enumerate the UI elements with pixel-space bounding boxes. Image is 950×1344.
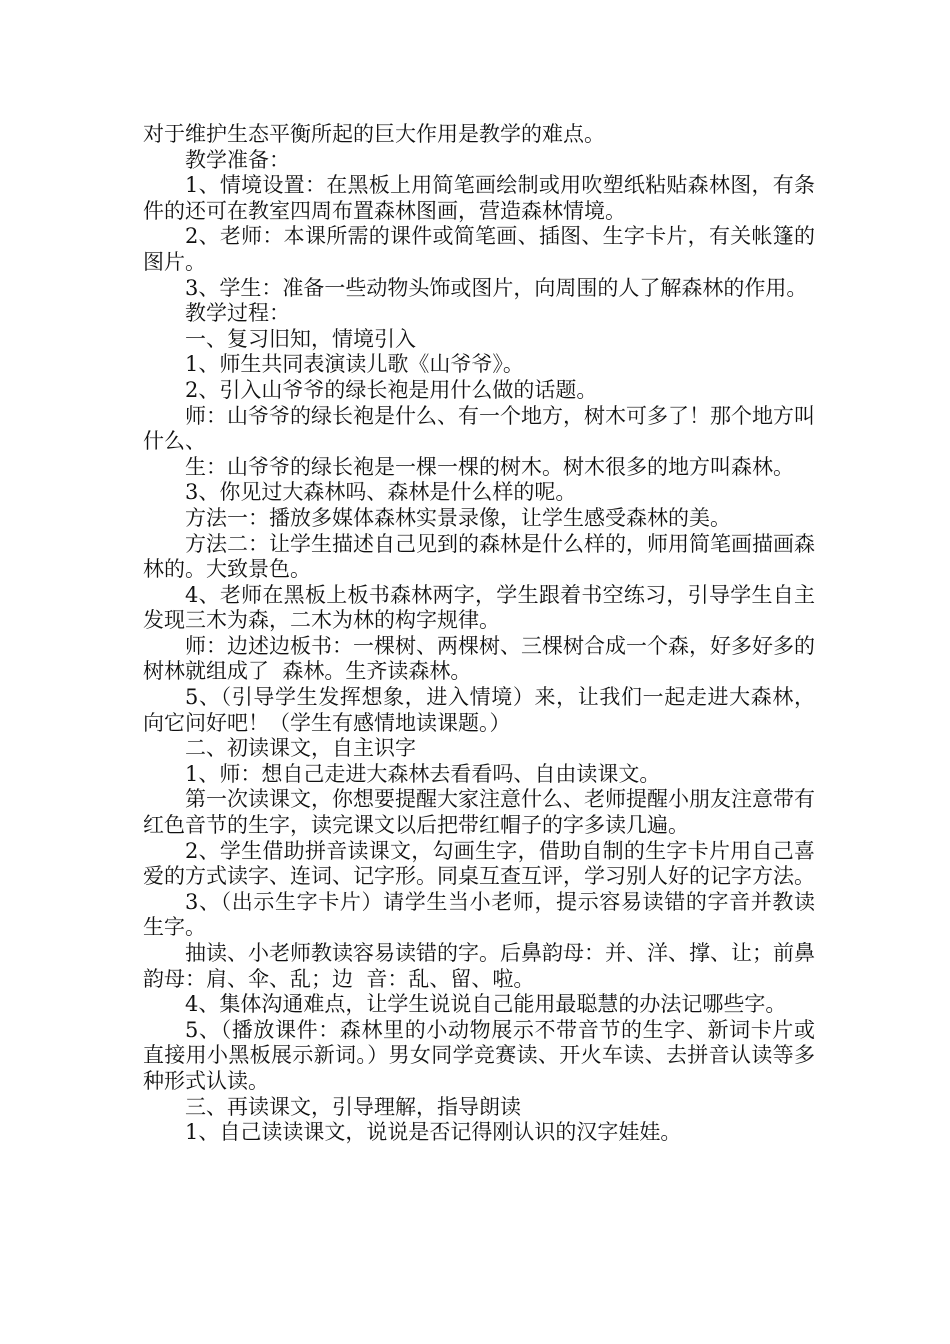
paragraph: 方法一：播放多媒体森林实景录像，让学生感受森林的美。 bbox=[185, 505, 731, 530]
heading-teaching-process: 教学过程： bbox=[185, 301, 290, 326]
paragraph: 5、（引导学生发挥想象，进入情境）来，让我们一起走进大森林，向它问好吧！（学生有感情地读课题。） bbox=[143, 685, 815, 735]
paragraph: 师：山爷爷的绿长袍是什么、有一个地方，树木可多了！那个地方叫什么、 bbox=[143, 403, 815, 454]
paragraph: 方法二：让学生描述自己见到的森林是什么样的，师用简笔画描画森林的。大致景色。 bbox=[143, 531, 815, 582]
paragraph: 2、老师：本课所需的课件或简笔画、插图、生字卡片，有关帐篷的图片。 bbox=[143, 224, 815, 274]
paragraph: 生：山爷爷的绿长袍是一棵一棵的树木。树木很多的地方叫森林。 bbox=[185, 454, 794, 479]
paragraph: 1、情境设置：在黑板上用简笔画绘制或用吹塑纸粘贴森林图，有条件的还可在教室四周布置森林图画，营造森林情境。 bbox=[143, 173, 815, 223]
paragraph: 2、学生借助拼音读课文，勾画生字，借助自制的生字卡片用自己喜爱的方式读字、连词、记字形。同桌互查互评，学习别人好的记字方法。 bbox=[143, 838, 815, 889]
paragraph: 第一次读课文，你想要提醒大家注意什么、老师提醒小朋友注意带有红色音节的生字，读完课文以后把带红帽子的字多读几遍。 bbox=[143, 787, 815, 838]
paragraph-continuation: 对于维护生态平衡所起的巨大作用是教学的难点。 bbox=[143, 122, 605, 146]
paragraph: 3、学生：准备一些动物头饰或图片，向周围的人了解森林的作用。 bbox=[185, 275, 808, 300]
section-heading: 三、再读课文，引导理解，指导朗读 bbox=[185, 1094, 521, 1119]
paragraph: 师：边述边板书：一棵树、两棵树、三棵树合成一个森，好多好多的树林就组成了 森林。生齐读森林。 bbox=[143, 633, 815, 684]
paragraph: 3、你见过大森林吗、森林是什么样的呢。 bbox=[185, 480, 577, 505]
paragraph: 1、师：想自己走进大森林去看看吗、自由读课文。 bbox=[185, 761, 661, 786]
paragraph: 4、集体沟通难点，让学生说说自己能用最聪慧的办法记哪些字。 bbox=[185, 992, 787, 1017]
paragraph: 1、自己读读课文，说说是否记得刚认识的汉字娃娃。 bbox=[185, 1120, 682, 1145]
heading-teaching-preparation: 教学准备： bbox=[185, 147, 290, 172]
paragraph: 抽读、小老师教读容易读错的字。后鼻韵母：并、洋、撑、让；前鼻韵母：肩、伞、乱；边 音：乱、留、啦。 bbox=[143, 941, 815, 991]
document-page bbox=[143, 122, 815, 1146]
paragraph: 5、（播放课件：森林里的小动物展示不带音节的生字、新词卡片或直接用小黑板展示新词。）男女同学竞赛读、开火车读、去拼音认读等多种形式认读。 bbox=[143, 1017, 815, 1093]
section-heading: 二、初读课文，自主识字 bbox=[185, 736, 416, 761]
paragraph: 1、师生共同表演读儿歌《山爷爷》。 bbox=[185, 352, 524, 377]
section-heading: 一、复习旧知，情境引入 bbox=[185, 326, 416, 351]
paragraph: 2、引入山爷爷的绿长袍是用什么做的话题。 bbox=[185, 377, 598, 402]
paragraph: 4、老师在黑板上板书森林两字，学生跟着书空练习，引导学生自主发现三木为森，二木为林的构字规律。 bbox=[143, 582, 815, 633]
paragraph: 3、（出示生字卡片）请学生当小老师，提示容易读错的字音并教读生字。 bbox=[143, 889, 815, 940]
